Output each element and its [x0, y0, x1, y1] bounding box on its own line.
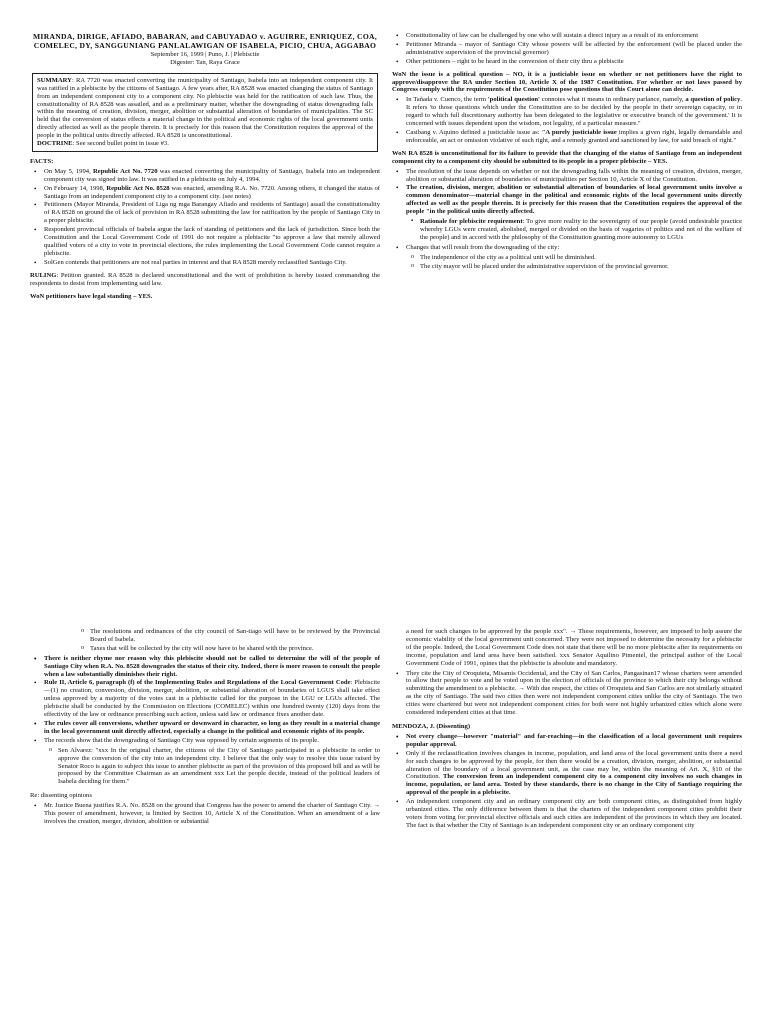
ruling-label: RULING — [30, 271, 57, 279]
facts-section: FACTS: • On May 5, 1994, Republic Act No. 7720 was enacted converting the municipality of Santiago, Isabela into an independent component city was signed into law. It was ratified in a plebiscite on July 4, 1994. • On February 14, 1998, Republic Act No. 8528 was enacted, amending R.A. No. 7720. Among others, it changed the status of Santiago from an independent component city to a component city. (see notes) • Petitioners (Mayor Miranda, President of Liga ng mga Barangay Afiado and residents of Santiago) assail the constitutionality of RA 8528 on ground the of lack of provision in RA 8528 submitting the law for ratification by the people of Santiago City in a proper plebiscite. • Respondent provincial officials of Isabela argue the lack of standing of petitioners and the lack of jurisdiction. Since both the Constitution and the Local Government Code of 1991 do not require a plebiscite "to approve a law that merely allowed qualified voters of a city to vote in provincial elections, the rules implementing the Local Government Code cannot require a plebiscite. • SolGen contends that petitioners are not real parties in interest and that RA 8528 merely reclassified Santiago City. — [30, 158, 380, 267]
page2-right-column — [392, 628, 742, 1024]
summary-label: SUMMARY — [37, 76, 72, 84]
issue-3-changes-sublist — [406, 254, 742, 271]
summary-box — [32, 73, 378, 152]
list-item: o The city mayor will be placed under the administrative supervision of the provincial governor. — [420, 263, 742, 271]
facts-list — [30, 168, 380, 267]
list-item: • In Tañada v. Cuenco, the term 'political question' connotes what it means in ordinary parlance, namely, a question of policy. It refers 'to those questions which under the Constitution are to be decided by the people in their sovereign capacity, or in regard to which full discretionary authority has been delegated to the legislative or executive branch of the government.' It is concerned with issues dependent upon the wisdom, not legality, of a particular measure." — [406, 96, 742, 128]
issue-3-heading: WoN RA 8528 is unconstitutional for its failure to provide that the changing of the status of Santiago from an independent component city to a component city should be submitted to its people in a proper plebiscite – YES. — [392, 149, 742, 165]
digester-line: Digester: Tan, Raya Grace — [170, 58, 240, 66]
list-item: • Mr. Justice Buena justifies R.A. No. 8528 on the ground that Congress has the power to amend the charter of Santiago City. → This power of amendment, however, is limited by Section 10, Article X of the Constitution. When an amendment of a law involves the creation, merger, division, abolition or substantial — [44, 802, 380, 826]
list-item: • The creation, division, merger, abolition or substantial alteration of boundaries of local government units involve a common denominator—material change in the political and economic rights of the local government units directly affected as well as the people therein. It is precisely for this reason that the Constitution requires the approval of the people "in the political units directly affected. ▪ Rationale for plebiscite requirement: To give more reality to the sovereignty of our people (avoid undesirable practice whereby LGUs were created, abolished, merged or divided on the basis of vagaries of politics and not of the welfare of the people) and in accord with the philosophy of the Constitution granting more autonomy to LGUs — [406, 184, 742, 241]
list-item: • Only if the reclassification involves changes in income, population, and land area of the local government units there a need for such changes to be approved by the people, for then there would be a creation, division, merger, abolition, or substantial alteration of the boundary of a local government unit, as the case may be, within the meaning of Art. X, §10 of the Constitution. The conversion from an independent component city to a component city involves no such changes in income, population, or land area. Tested by these standards, there is no change in the City of Santiago requiring the approval of the people in a plebiscite. — [406, 750, 742, 797]
list-item: • Casibang v. Aquino defined a justiciable issue as: "A purely justiciable issue implies a given right, legally demandable and enforceable, an act or omission violative of such right, and a remedy granted and sanctioned by law, for said breach of right." — [406, 129, 742, 145]
dissent-list — [30, 802, 380, 826]
list-item: • Changes that will result from the downgrading of the city: o The independence of the city as a political unit will be diminished. o The city mayor will be placed under the administrative supervision of the provincial governor. — [406, 244, 742, 271]
ruling-section — [30, 272, 380, 288]
cities-list — [392, 670, 742, 717]
issue-2-list — [392, 96, 742, 144]
list-item: • Respondent provincial officials of Isabela argue the lack of standing of petitioners and the lack of jurisdiction. Since both the Constitution and the Local Government Code of 1991 do not require a plebiscite "to approve a law that merely allowed qualified voters of a city to vote in provincial elections, the rules implementing the Local Government Code cannot require a plebiscite. — [44, 226, 380, 258]
list-item: • The resolution of the issue depends on whether or not the downgrading falls within the meaning of creation, division, merger, abolition or substantial alteration of boundaries of municipalities per Section 10, Article X of the Constitution. — [406, 168, 742, 184]
page1-right-column — [392, 32, 742, 612]
facts-label: FACTS — [30, 157, 52, 165]
list-item: • Other petitioners – right to be heard in the conversion of their city thru a plebiscite — [406, 58, 742, 66]
case-title: MIRANDA, DIRIGE, AFIADO, BABARAN, and CABUYADAO v. AGUIRRE, ENRIQUEZ, COA, COMELEC, DY, SANGGUNIANG PANLALAWIGAN OF ISABELA, PICIO, CHUA, AGGABAO — [32, 32, 378, 51]
list-item: • An independent component city and an ordinary component city are both component cities, as distinguished from highly urbanized cities. The only difference between them is that the charters of the independent component cities prohibit their voters from voting for provincial elective officials and such cities are independent of the provinces in which they are located. The fact is that whether the City of Santiago is an independent component city or an ordinary component city — [406, 798, 742, 830]
list-item: • Rule II, Article 6, paragraph (f) of the Implementing Rules and Regulations of the Local Government Code: Plebiscite—(1) no creation, conversion, division, merger, abolition, or substantial alteration of boundaries of LGUS shall take effect unless approved by a majority of the votes cast in a plebiscite called for the purpose in the LGU or LGUs affected. The plebiscite shall be conducted by the Commission on Elections (COMELEC) within one hundred twenty (120) days from the effectivity of the law or ordinance prescribing such action, unless said law or ordinance fixes another date. — [44, 679, 380, 719]
mendoza-heading: MENDOZA, J. (Dissenting) — [392, 722, 471, 730]
list-item: • The rules cover all conversions, whether upward or downward in character, so long as they result in a material change in the local government unit directly affected, especially a change in the political and economic rights of its people. — [44, 720, 380, 736]
page2-left-column — [30, 628, 380, 1024]
dissent-heading: Re: dissenting opinions — [30, 792, 92, 800]
mendoza-list — [392, 733, 742, 830]
list-item: • Not every change—however "material" and far-reaching—in the classification of a local government unit requires popular approval. — [406, 733, 742, 749]
list-item: o The independence of the city as a political unit will be diminished. — [420, 254, 742, 262]
page2-bullets — [30, 655, 380, 787]
continued-changes-sublist — [30, 628, 380, 653]
doctrine-text: : See second bullet point in issue #3. — [72, 140, 169, 148]
ruling-text: : Petition granted. RA 8528 is declared unconstitutional and the writ of prohibition is hereby issued commanding the respondents to desist from implementing said law. — [30, 271, 380, 287]
issue-3-sublist — [406, 218, 742, 242]
list-item: • The records show that the downgrading of Santiago City was opposed by certain segments of its people. o Sen Alvarez: "xxx In the original charter, the citizens of the City of Santiago participated in a plebiscite in order to approve the conversion of the city into an independent city. I believe that the only way to resolve this issue raised by Senator Roco is again to subject this issue to another plebiscite as part of the provision of this proposed bill and as will be proposed by the Committee Chairman as an amendment xxx Let the people decide, instead of the political leaders of Isabela deciding for them." — [44, 737, 380, 786]
doctrine-label: DOCTRINE — [37, 140, 73, 148]
list-item: o Taxes that will be collected by the city will now have to be shared with the province. — [90, 645, 380, 653]
list-item: o The resolutions and ordinances of the city council of San-tiago will have to be reviewed by the Provincial Board of Isabela. — [90, 628, 380, 644]
list-item: • On May 5, 1994, Republic Act No. 7720 was enacted converting the municipality of Santiago, Isabela into an independent component city was signed into law. It was ratified in a plebiscite on July 4, 1994. — [44, 168, 380, 184]
page1-left-column — [30, 32, 380, 612]
list-item: • Constitutionality of law can be challenged by one who will sustain a direct injury as a result of its enforcement — [406, 32, 742, 40]
list-item: o Sen Alvarez: "xxx In the original charter, the citizens of the City of Santiago participated in a plebiscite in order to approve the conversion of the city into an independent city. I believe that the only way to resolve this issue raised by Senator Roco is again to subject this issue to another plebiscite as part of the provision of this proposed bill and as will be proposed by the Committee Chairman as an amendment xxx Let the people decide, instead of the political leaders of Isabela deciding for them." — [58, 747, 380, 787]
summary-text: : RA 7720 was enacted converting the municipality of Santiago, Isabela into an independent component city. It was ratified in a plebiscite by the citizens of Santiago. A few years after, RA 8528 was enacted changing the status of Santiago from an independent component city to a component city. No plebiscite was held for the ratification of such law. Thus, the constitutionality of RA 8528 was assailed, and as a preliminary matter, whether the downgrading of status downgrading falls within the meaning of creation, division, merger, abolition or substantial alteration of boundaries of municipalities. The SC held that the conversion of status effects a material change in the political and economic rights of the local government units directly affected as well as the people therein. It is precisely for this reason that the Constitution requires the approval of the people in the political units directly affected. RA 8528 is unconstitutional. — [37, 76, 373, 140]
issue-1-list — [392, 32, 742, 66]
records-sublist — [44, 747, 380, 787]
list-item: • They cite the City of Oroquieta, Misamis Occidental, and the City of San Carlos, Pangasinan17 whose charters were amended to allow their people to vote and be voted upon in the election of officials of the province to which their city belongs without submitting the amendment to a plebiscite. → With due respect, the cities of Oroquieta and San Carlos are not similarly situated as the city of Santiago. The said two cities then were not independent component cities unlike the city of Santiago. The two cities were chartered but were not independent component cities for both were not highly urbanized cities which alone were considered independent cities at that time. — [406, 670, 742, 717]
list-item: • There is neither rhyme nor reason why this plebiscite should not be called to determine the will of the people of Santiago City when R.A. No. 8528 downgrades the status of their city. Indeed, there is more reason to consult the people when a law substantially diminishes their right. — [44, 655, 380, 679]
list-item: • On February 14, 1998, Republic Act No. 8528 was enacted, amending R.A. No. 7720. Among others, it changed the status of Santiago from an independent component city to a component city. (see notes) — [44, 185, 380, 201]
list-item: • SolGen contends that petitioners are not real parties in interest and that RA 8528 merely reclassified Santiago City. — [44, 259, 380, 267]
issue-1-heading: WoN petitioners have legal standing – YES. — [30, 292, 153, 300]
case-date-line: September 16, 1999 | Puno, J. | Plebiscite — [150, 50, 260, 58]
issue-3-list — [392, 168, 742, 271]
issue-2-heading: WoN the issue is a political question – NO, it is a justiciable issue on whether or not petitioners have the right to approve/disapprove the RA under Section 10, Article X of the 1987 Constitution. For whether or not laws passed by Congress comply with the requirements of the Constitution pose questions that this Court alone can decide. — [392, 70, 742, 94]
list-item: • Petitioner Miranda – mayor of Santiago City whose powers will be affected by the enforcement (will be placed under the administrative supervision of the provincial governor) — [406, 41, 742, 57]
list-item: ▪ Rationale for plebiscite requirement: To give more reality to the sovereignty of our people (avoid undesirable practice whereby LGUs were created, abolished, merged or divided on the basis of vagaries of politics and not of the welfare of the people) and in accord with the philosophy of the Constitution granting more autonomy to LGUs — [420, 218, 742, 242]
continued-paragraph: a need for such changes to be approved by the people xxx". → These requirements, however, are imposed to help assure the economic viability of the local government unit concerned. They were not imposed to determine the necessity for a plebiscite of the people. Indeed, the Local Government Code does not state that there will be no more plebiscite after its requirements on income, population and land area have been satisfied. xxx Senator Aquilino Pimentel, the principal author of the Local Government Code of 1991, opines that the plebiscite is absolute and mandatory. — [406, 628, 742, 667]
list-item: • Petitioners (Mayor Miranda, President of Liga ng mga Barangay Afiado and residents of Santiago) assail the constitutionality of RA 8528 on ground the of lack of provision in RA 8528 submitting the law for ratification by the people of Santiago City in a proper plebiscite. — [44, 201, 380, 225]
